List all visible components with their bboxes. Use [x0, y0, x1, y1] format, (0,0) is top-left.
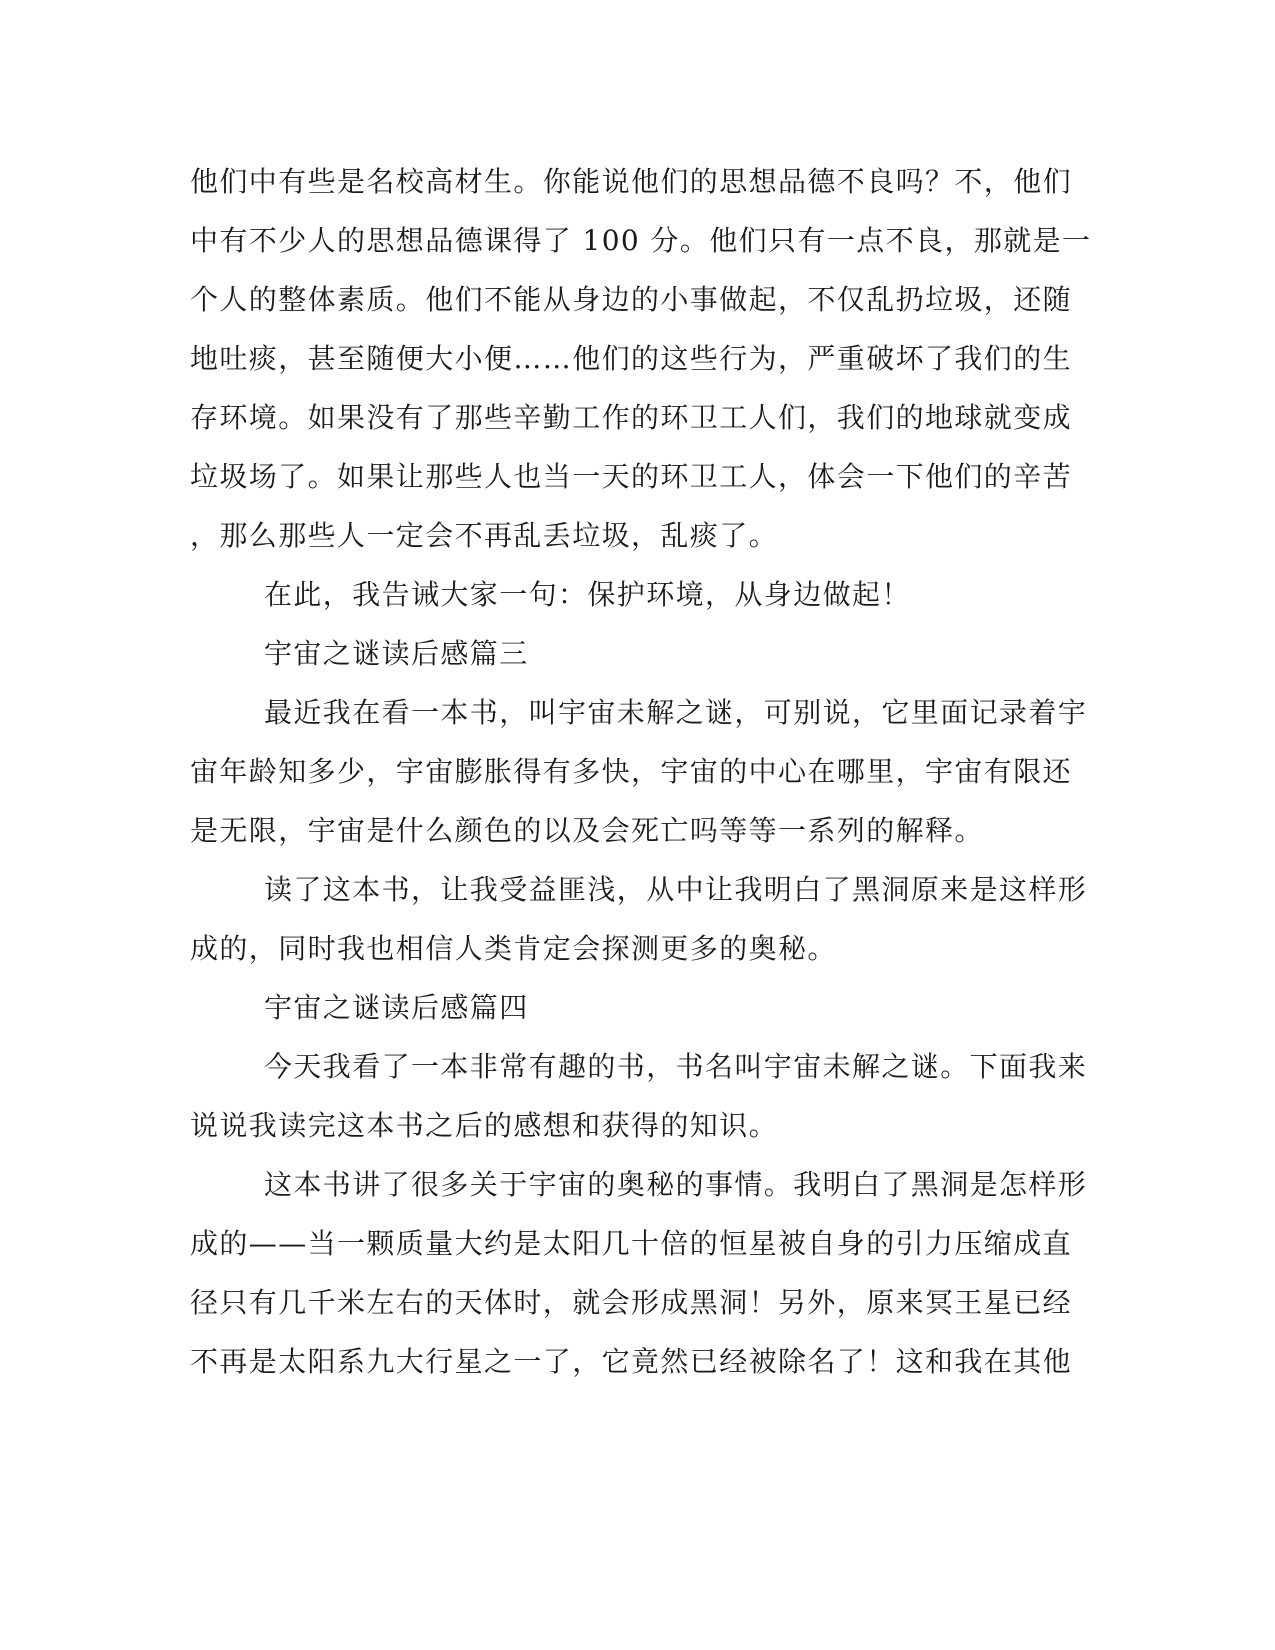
text-line: 成的——当一颗质量大约是太阳几十倍的恒星被自身的引力压缩成直	[190, 1227, 1073, 1260]
text-line: 垃圾场了。如果让那些人也当一天的环卫工人，体会一下他们的辛苦	[190, 460, 1073, 493]
text-line: 中有不少人的思想品德课得了 100 分。他们只有一点不良，那就是一	[190, 224, 1092, 257]
paragraph-line: 最近我在看一本书，叫宇宙未解之谜，可别说，它里面记录着宇	[264, 696, 1088, 729]
text-line: 是无限，宇宙是什么颜色的以及会死亡吗等等一系列的解释。	[190, 814, 984, 847]
section-heading: 宇宙之谜读后感篇四	[264, 991, 529, 1024]
text-line: ，那么那些人一定会不再乱丢垃圾，乱痰了。	[190, 519, 779, 552]
text-line: 说说我读完这本书之后的感想和获得的知识。	[190, 1109, 779, 1142]
paragraph-line: 读了这本书，让我受益匪浅，从中让我明白了黑洞原来是这样形	[264, 873, 1088, 906]
text-line: 径只有几千米左右的天体时，就会形成黑洞！另外，原来冥王星已经	[190, 1286, 1073, 1319]
text-line: 成的，同时我也相信人类肯定会探测更多的奥秘。	[190, 932, 837, 965]
paragraph-line: 这本书讲了很多关于宇宙的奥秘的事情。我明白了黑洞是怎样形	[264, 1168, 1088, 1201]
text-line: 个人的整体素质。他们不能从身边的小事做起，不仅乱扔垃圾，还随	[190, 283, 1073, 316]
text-line: 他们中有些是名校高材生。你能说他们的思想品德不良吗？不，他们	[190, 165, 1073, 198]
text-line: 存环境。如果没有了那些辛勤工作的环卫工人们，我们的地球就变成	[190, 401, 1073, 434]
text-line: 地吐痰，甚至随便大小便……他们的这些行为，严重破坏了我们的生	[190, 342, 1073, 375]
paragraph-line: 今天我看了一本非常有趣的书，书名叫宇宙未解之谜。下面我来	[264, 1050, 1088, 1083]
paragraph-line: 在此，我告诫大家一句：保护环境，从身边做起！	[264, 578, 911, 611]
section-heading: 宇宙之谜读后感篇三	[264, 637, 529, 670]
text-line: 宙年龄知多少，宇宙膨胀得有多快，宇宙的中心在哪里，宇宙有限还	[190, 755, 1073, 788]
text-line: 不再是太阳系九大行星之一了，它竟然已经被除名了！这和我在其他	[190, 1345, 1073, 1378]
